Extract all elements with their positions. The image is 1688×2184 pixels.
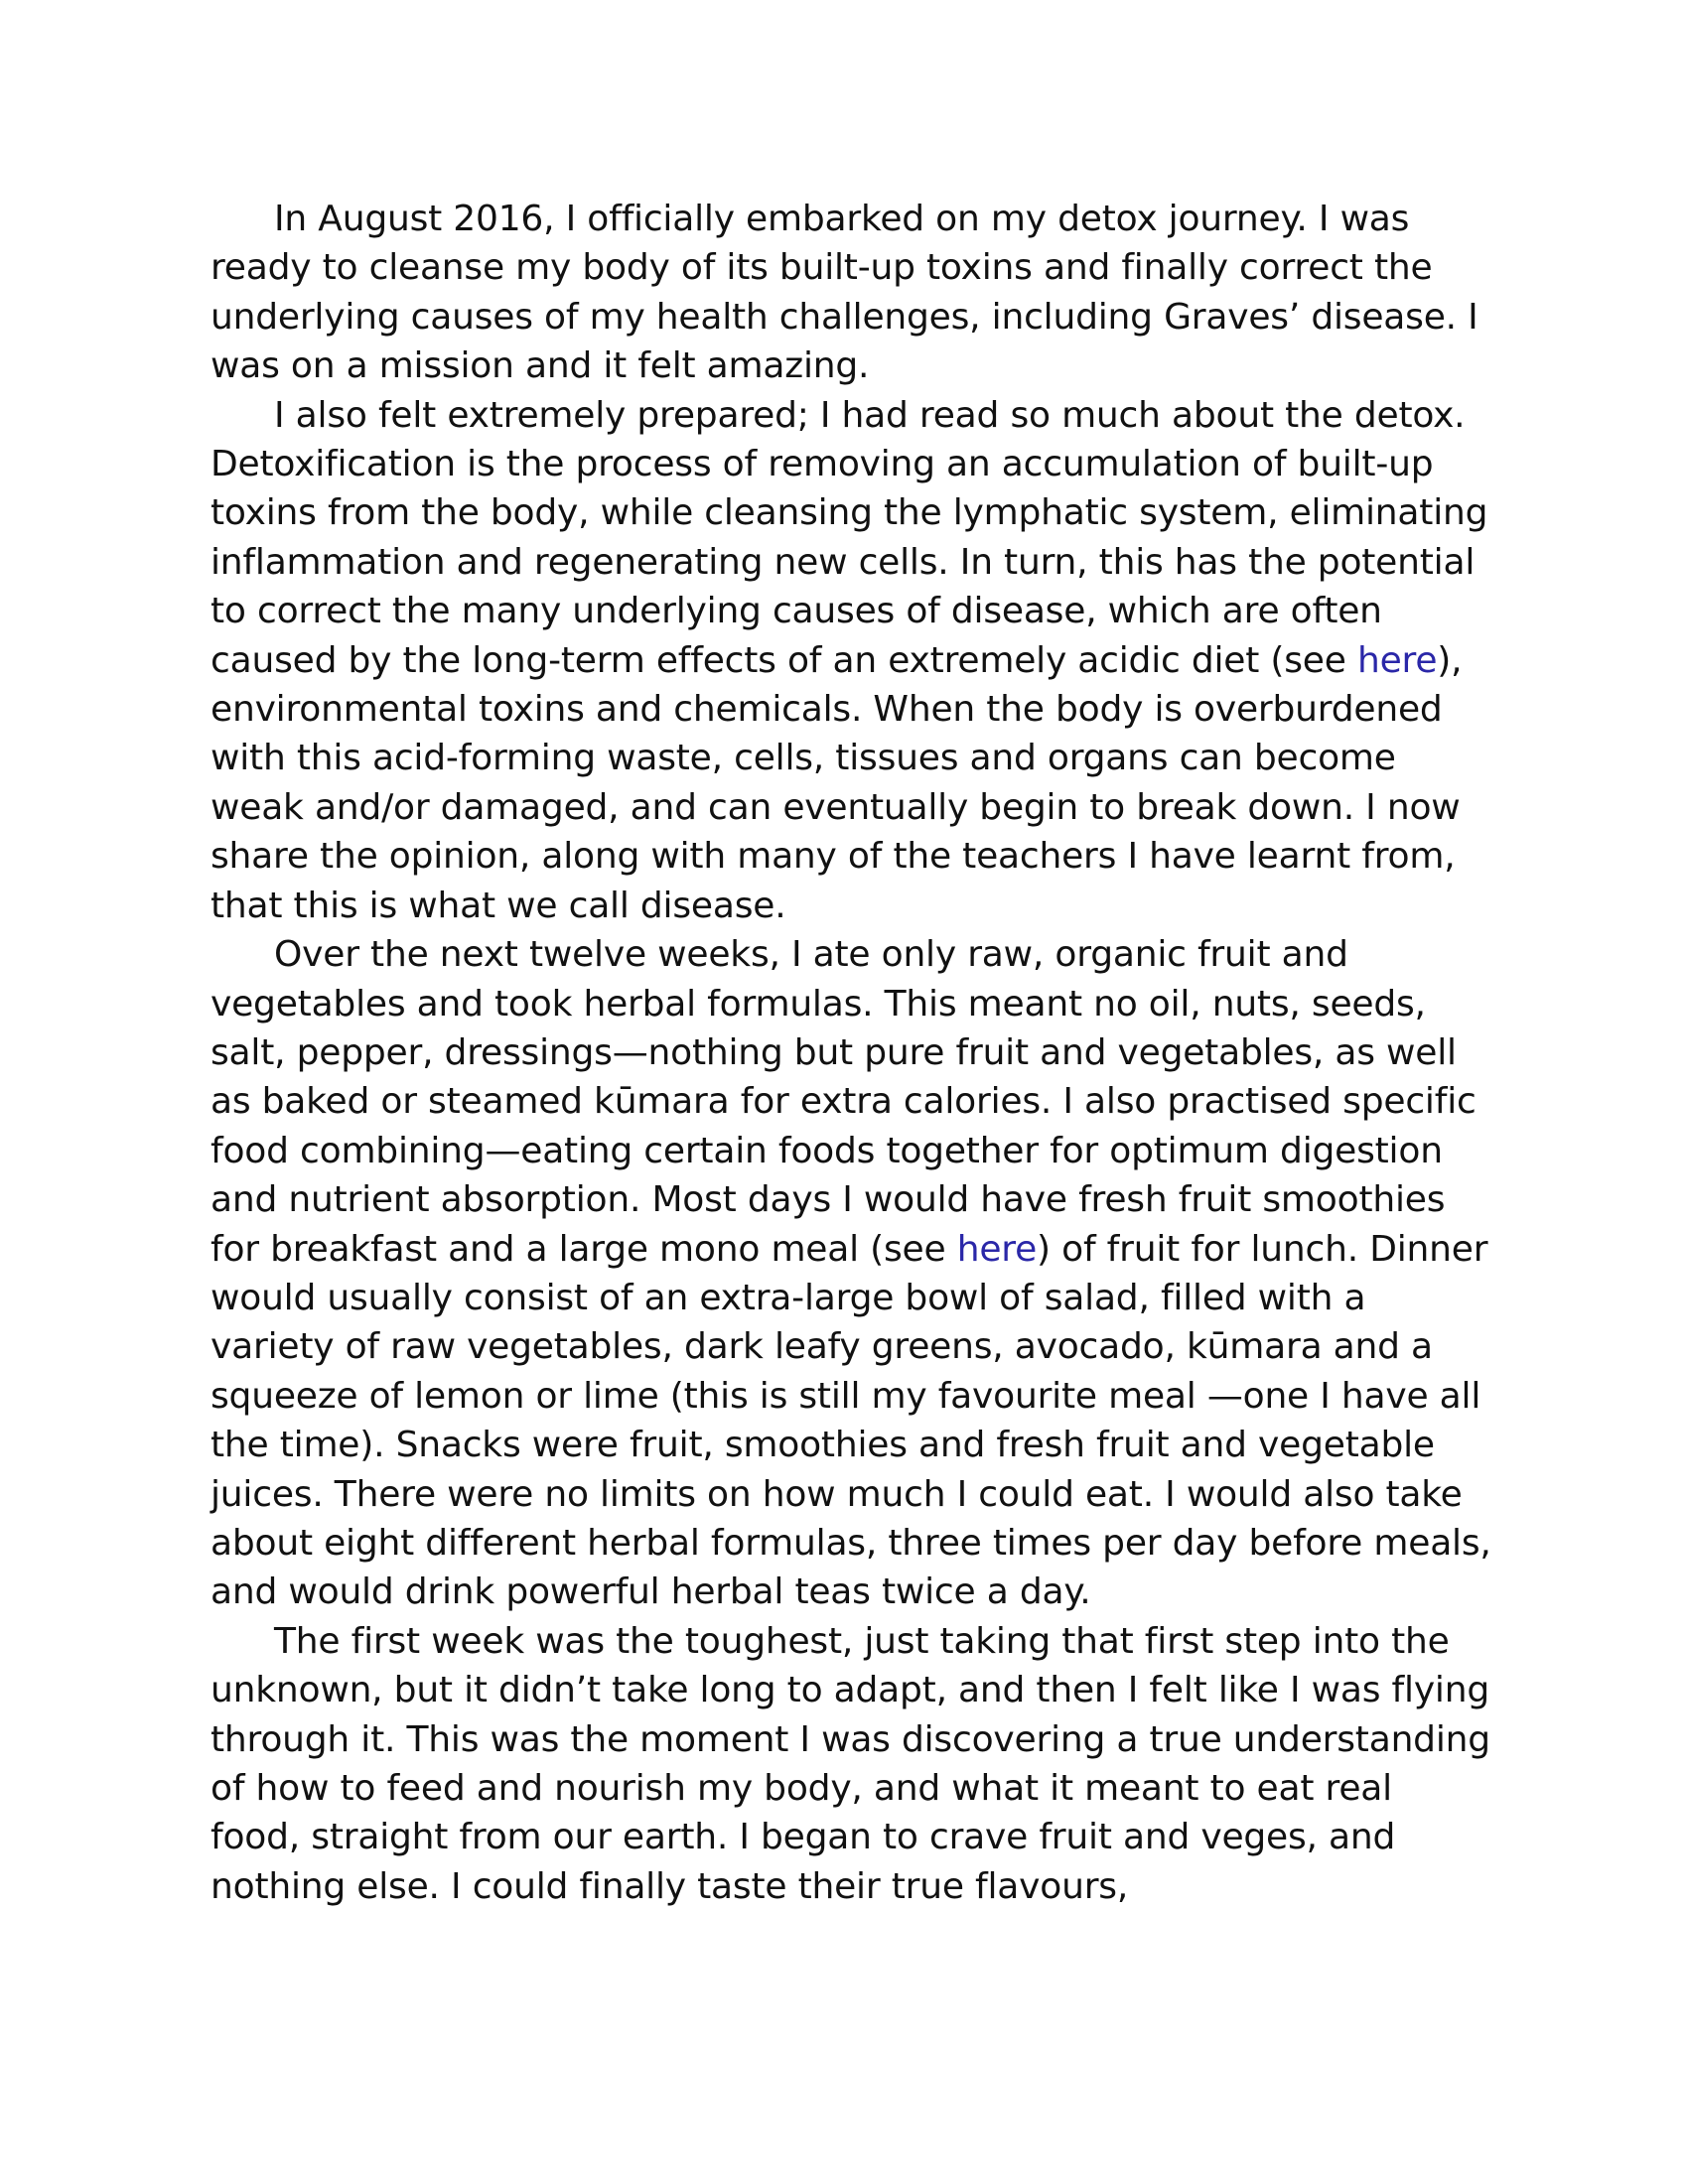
paragraph-4	[211, 1617, 1491, 1911]
paragraph-text: In August 2016, I officially embarked on my detox journey. I was ready to cleanse my body of its built-up toxins and finally correct the underlying causes of my health challenges, including Graves’ disease. I was on a mission and it felt amazing.	[211, 199, 1478, 387]
paragraph-text: I also felt extremely prepared; I had read so much about the detox. Detoxification is the process of removing an accumulation of built-up toxins from the body, while cleansing the lymphatic system, eliminating inflammation and regenerating new cells. In turn, this has the potential to correct the many underlying causes of disease, which are often caused by the long-term effects of an extremely acidic diet (see	[211, 394, 1488, 681]
paragraph-3	[211, 930, 1491, 1617]
paragraph-text: ) of fruit for lunch. Dinner would usually consist of an extra-large bowl of salad, filled with a variety of raw vegetables, dark leafy greens, avocado, kūmara and a squeeze of lemon or lime (this is still my favourite meal —one I have all the time). Snacks were fruit, smoothies and fresh fruit and vegetable juices. There were no limits on how much I could eat. I would also take about eight different herbal formulas, three times per day before meals, and would drink powerful herbal teas twice a day.	[211, 1228, 1491, 1613]
paragraph-text: ), environmental toxins and chemicals. When the body is overburdened with this acid-forming waste, cells, tissues and organs can become weak and/or damaged, and can eventually begin to break down. I now share the opinion, along with many of the teachers I have learnt from, that this is what we call disease.	[211, 639, 1463, 926]
paragraph-text: Over the next twelve weeks, I ate only raw, organic fruit and vegetables and took herbal formulas. This meant no oil, nuts, seeds, salt, pepper, dressings—nothing but pure fruit and vegetables, as well as baked or steamed kūmara for extra calories. I also practised specific food combining—eating certain foods together for optimum digestion and nutrient absorption. Most days I would have fresh fruit smoothies for breakfast and a large mono meal (see	[211, 934, 1477, 1270]
here-link-mono-meal[interactable]: here	[956, 1228, 1038, 1270]
document-body	[211, 195, 1491, 1911]
here-link-acidic-diet[interactable]: here	[1356, 639, 1438, 681]
paragraph-text: The first week was the toughest, just taking that first step into the unknown, but it didn’t take long to adapt, and then I felt like I was flying through it. This was the moment I was discovering a true understanding of how to feed and nourish my body, and what it meant to eat real food, straight from our earth. I began to crave fruit and veges, and nothing else. I could finally taste their true flavours,	[211, 1620, 1490, 1907]
paragraph-2	[211, 391, 1491, 930]
paragraph-1	[211, 195, 1491, 391]
